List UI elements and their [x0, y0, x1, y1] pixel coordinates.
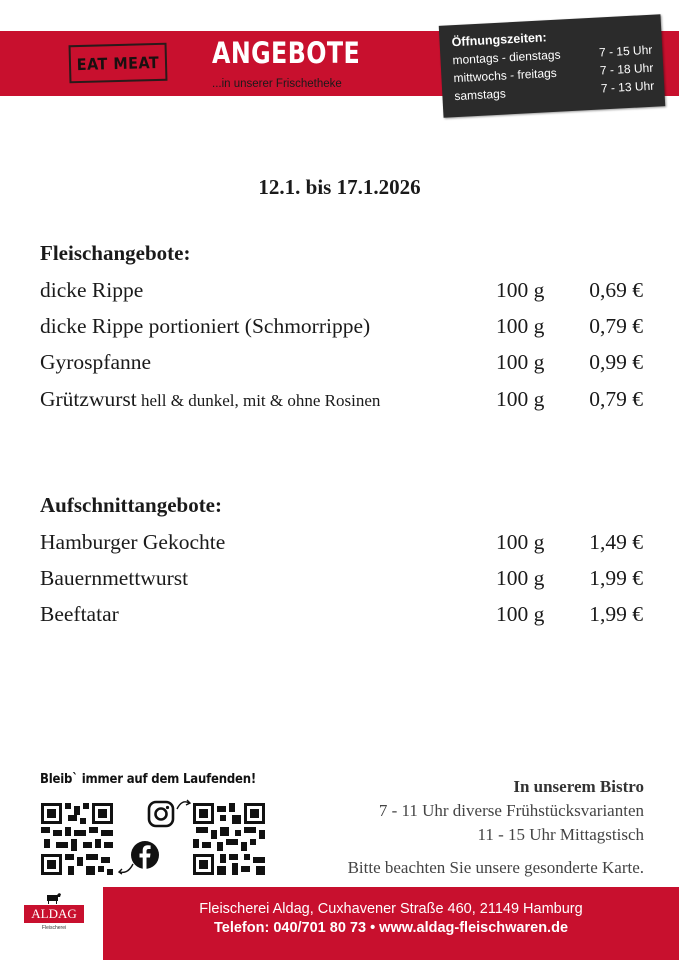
instagram-qr-code[interactable] [193, 803, 265, 875]
logo-subtitle: Fleischerei [41, 925, 67, 931]
offer-item [40, 602, 643, 632]
item-qty: 100 g [496, 314, 545, 338]
item-price: 1,99 € [589, 602, 643, 626]
item-name: Grützwurst hell & dunkel, mit & ohne Rosinen [40, 387, 381, 411]
item-price: 0,79 € [589, 314, 643, 338]
bistro-note: Bitte beachten Sie unsere gesonderte Karte. [347, 858, 644, 877]
item-price: 0,69 € [589, 278, 643, 302]
item-price: 1,49 € [589, 530, 643, 554]
offer-item [40, 530, 643, 560]
social-tagline: Bleib` immer auf dem Laufenden! [40, 772, 257, 787]
hours-time: 7 - 13 Uhr [600, 78, 655, 96]
bistro-line-lunch: 11 - 15 Uhr Mittagstisch [477, 825, 644, 844]
cow-icon [46, 893, 62, 904]
arrow-icon [176, 797, 194, 811]
item-price: 0,99 € [589, 350, 643, 374]
eat-meat-stamp: EAT MEAT [69, 43, 168, 84]
footer-address: Fleischerei Aldag, Cuxhavener Straße 460, 21149 Hamburg [199, 901, 583, 917]
item-name: dicke Rippe [40, 278, 144, 302]
page-subtitle: ...in unserer Frischetheke [212, 78, 342, 90]
item-qty: 100 g [496, 530, 545, 554]
logo-wordmark: ALDAG [24, 905, 84, 923]
facebook-qr-code[interactable] [41, 803, 113, 875]
instagram-icon[interactable] [147, 800, 175, 828]
item-price: 0,79 € [589, 387, 643, 411]
item-price: 1,99 € [589, 566, 643, 590]
date-range: 12.1. bis 17.1.2026 [258, 175, 421, 199]
offer-item [40, 350, 643, 380]
item-name: Hamburger Gekochte [40, 530, 226, 554]
item-name: Gyrospfanne [40, 350, 152, 374]
item-name: Bauernmettwurst [40, 566, 189, 590]
hours-days: montags - dienstags [452, 47, 561, 68]
hours-days: mittwochs - freitags [453, 65, 558, 86]
section-heading-fleisch: Fleischangebote: [40, 241, 191, 265]
item-qty: 100 g [496, 278, 545, 302]
section-heading-aufschnitt: Aufschnittangebote: [40, 493, 222, 517]
offer-item [40, 278, 643, 308]
bistro-title: In unserem Bistro [513, 777, 644, 796]
bistro-line-breakfast: 7 - 11 Uhr diverse Frühstücksvarianten [378, 801, 644, 820]
item-qty: 100 g [496, 602, 545, 626]
page-title: ANGEBOTE [212, 36, 361, 70]
opening-hours-title: Öffnungszeiten: [451, 30, 547, 50]
footer-band [103, 887, 679, 960]
offer-item [40, 314, 643, 344]
opening-hours-card [439, 14, 666, 117]
offer-item [40, 387, 643, 417]
hours-time: 7 - 18 Uhr [599, 60, 654, 78]
bistro-info [379, 775, 644, 847]
item-qty: 100 g [496, 387, 545, 411]
footer-contact: Telefon: 040/701 80 73 • www.aldag-fleischwaren.de [213, 920, 569, 936]
facebook-icon[interactable] [131, 841, 159, 869]
item-qty: 100 g [496, 566, 545, 590]
item-name: dicke Rippe portioniert (Schmorrippe) [40, 314, 371, 338]
hours-time: 7 - 15 Uhr [598, 42, 653, 60]
aldag-logo [24, 893, 84, 953]
hours-days: samstags [454, 86, 507, 104]
offer-item [40, 566, 643, 596]
item-qty: 100 g [496, 350, 545, 374]
arrow-icon [116, 862, 134, 876]
item-name: Beeftatar [40, 602, 119, 626]
